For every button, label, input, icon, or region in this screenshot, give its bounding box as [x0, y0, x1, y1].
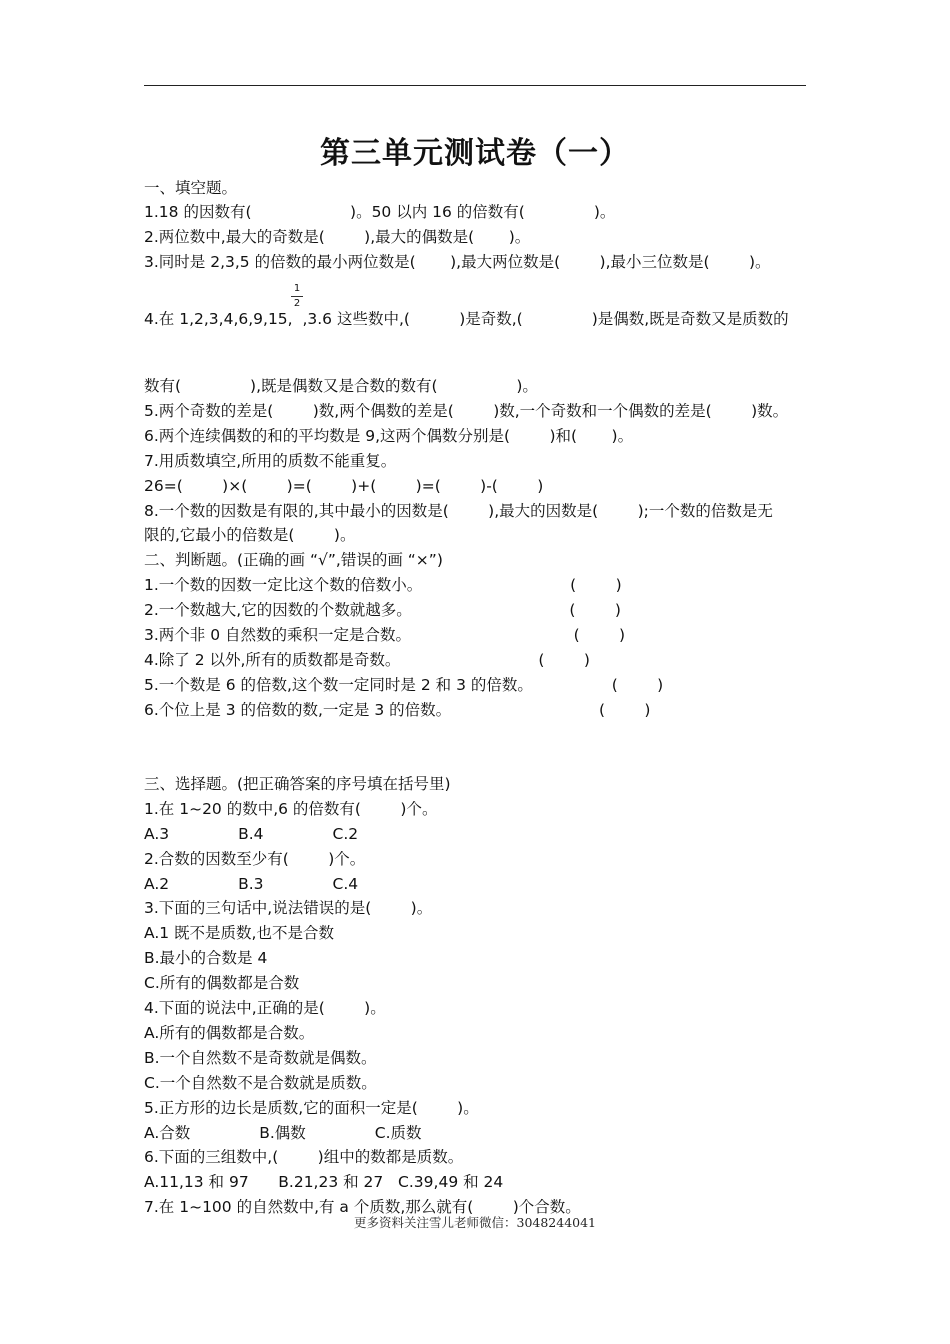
option-line: A.合数 B.偶数 C.质数: [144, 1124, 422, 1142]
question-line: 5.正方形的边长是质数,它的面积一定是( )。: [144, 1099, 479, 1117]
question-line: 2.两位数中,最大的奇数是( ),最大的偶数是( )。: [144, 228, 531, 246]
question-line: 2.合数的因数至少有( )个。: [144, 850, 366, 868]
question-line: 1.在 1~20 的数中,6 的倍数有( )个。: [144, 800, 438, 818]
section-heading-multiple-choice: 三、选择题。(把正确答案的序号填在括号里): [144, 775, 451, 793]
question-line: 1.18 的因数有( )。50 以内 16 的倍数有( )。: [144, 203, 616, 221]
question-line: 3.两个非 0 自然数的乘积一定是合数。 ( ): [144, 626, 626, 644]
question-line: 限的,它最小的倍数是( )。: [144, 526, 356, 544]
question-line: 8.一个数的因数是有限的,其中最小的因数是( ),最大的因数是( );一个数的倍数是无: [144, 502, 773, 520]
question-line: 26=( )×( )=( )+( )=( )-( ): [144, 477, 544, 495]
question-line: 4.除了 2 以外,所有的质数都是奇数。 ( ): [144, 651, 590, 669]
question-line: 4.在 1,2,3,4,6,9,15, ,3.6 这些数中,( )是奇数,( )是偶数,既是奇数又是质数的: [144, 310, 789, 328]
question-line: 6.个位上是 3 的倍数的数,一定是 3 的倍数。 ( ): [144, 701, 651, 719]
option-line: A.1 既不是质数,也不是合数: [144, 924, 334, 942]
fraction-numerator: 1: [293, 283, 301, 294]
question-line: 6.下面的三组数中,( )组中的数都是质数。: [144, 1148, 464, 1166]
question-line: 5.两个奇数的差是( )数,两个偶数的差是( )数,一个奇数和一个偶数的差是( )数。: [144, 402, 789, 420]
question-line: 2.一个数越大,它的因数的个数就越多。 ( ): [144, 601, 621, 619]
section-heading-fill-in: 一、填空题。: [144, 179, 238, 197]
fraction-bar: [291, 296, 303, 297]
option-line: B.最小的合数是 4: [144, 949, 268, 967]
question-line: 7.用质数填空,所用的质数不能重复。: [144, 452, 397, 470]
question-line: 3.下面的三句话中,说法错误的是( )。: [144, 899, 433, 917]
question-line: 7.在 1~100 的自然数中,有 a 个质数,那么就有( )个合数。: [144, 1198, 581, 1216]
question-line: 6.两个连续偶数的和的平均数是 9,这两个偶数分别是( )和( )。: [144, 427, 634, 445]
question-line: 数有( ),既是偶数又是合数的数有( )。: [144, 377, 538, 395]
fraction-one-half: [291, 283, 303, 310]
option-line: A.所有的偶数都是合数。: [144, 1024, 315, 1042]
option-line: C.一个自然数不是合数就是质数。: [144, 1074, 377, 1092]
option-line: A.11,13 和 97 B.21,23 和 27 C.39,49 和 24: [144, 1173, 504, 1191]
question-line: 4.下面的说法中,正确的是( )。: [144, 999, 386, 1017]
option-line: A.3 B.4 C.2: [144, 825, 359, 843]
question-line: 1.一个数的因数一定比这个数的倍数小。 ( ): [144, 576, 622, 594]
question-line: 3.同时是 2,3,5 的倍数的最小两位数是( ),最大两位数是( ),最小三位数是( )。: [144, 253, 771, 271]
fraction-denominator: 2: [293, 298, 301, 309]
option-line: B.一个自然数不是奇数就是偶数。: [144, 1049, 377, 1067]
footer-note: 更多资料关注雪儿老师微信：3048244041: [353, 1215, 597, 1230]
question-line: 5.一个数是 6 的倍数,这个数一定同时是 2 和 3 的倍数。 ( ): [144, 676, 664, 694]
option-line: C.所有的偶数都是合数: [144, 974, 300, 992]
page-title: 第三单元测试卷（一）: [320, 136, 630, 171]
option-line: A.2 B.3 C.4: [144, 875, 359, 893]
section-heading-true-false: 二、判断题。(正确的画 “√”,错误的画 “×”): [144, 551, 443, 569]
header-rule: [144, 85, 806, 86]
